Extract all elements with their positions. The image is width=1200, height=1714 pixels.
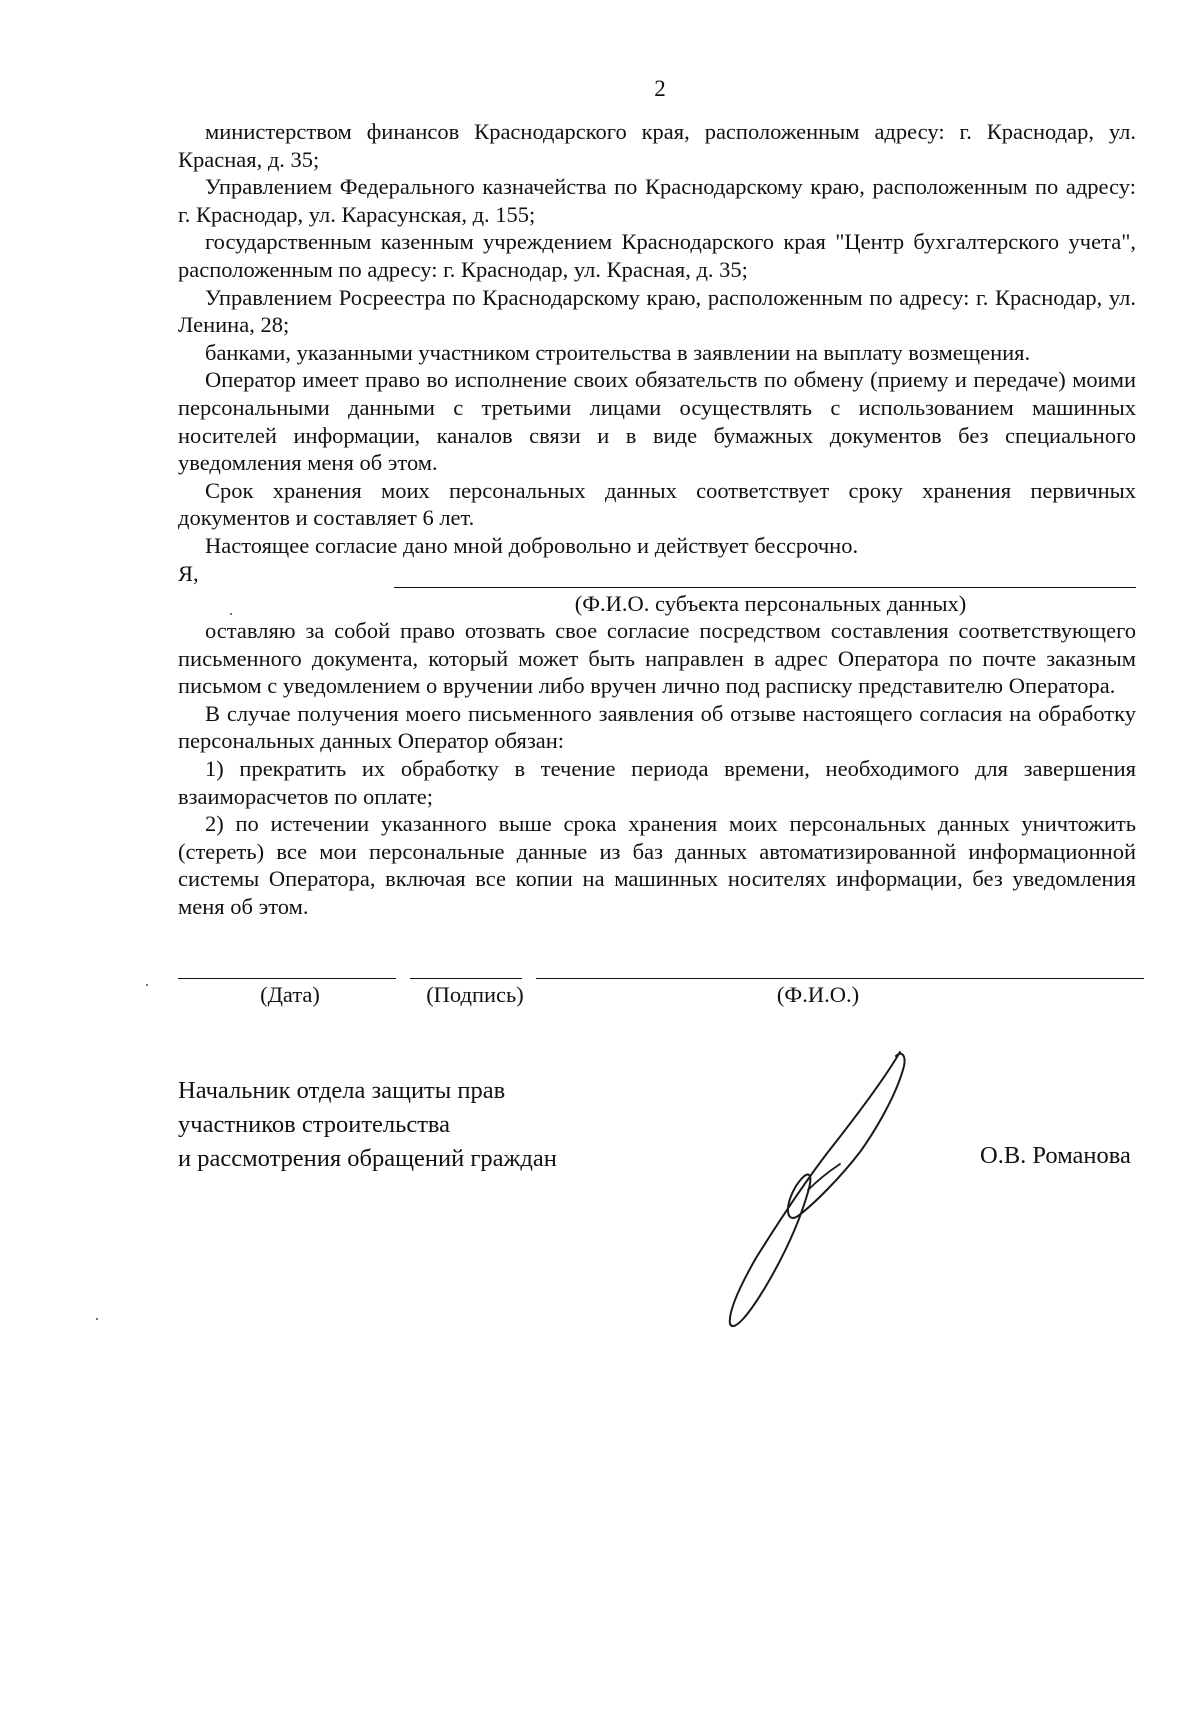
paragraph-operator-rights: Оператор имеет право во исполнение своих обязательств по обмену (приему и передаче) моими персональными данными с третьими лицами осуществлять с использованием машинных носителей информации, каналов связи и в виде бумажных документов без специального уведомления меня об этом. [178, 367, 1136, 476]
paragraph-withdraw-case: В случае получения моего письменного заявления об отзыве настоящего согласия на обработку персональных данных Оператор обязан: [178, 700, 1136, 754]
paragraph-withdraw-right: оставляю за собой право отозвать свое согласие посредством составления соответствующего письменного документа, который может быть направлен в адрес Оператора по почте заказным письмом с уведомлением о вручении либо вручен лично под расписку представителю Оператора. [178, 618, 1136, 699]
page-number: 2 [654, 76, 666, 101]
signature-caption: (Подпись) [426, 982, 524, 1007]
ya-label: Я, [178, 560, 199, 586]
paragraph-consent-voluntary: Настоящее согласие дано мной добровольно и действует бессрочно. [205, 532, 859, 558]
date-underline [178, 978, 396, 979]
paragraph-treasury: Управлением Федерального казначейства по Краснодарскому краю, расположенным по адресу: г. Краснодар, ул. Карасунская, д. 155; [178, 174, 1136, 227]
consent-body [178, 118, 1136, 921]
scan-speck [146, 984, 148, 986]
official-title-line-1: Начальник отдела защиты прав [178, 1077, 506, 1104]
paragraph-destroy-data: 2) по истечении указанного выше срока хранения моих персональных данных уничтожить (стереть) все мои персональные данные из баз данных автоматизированной информационной системы Оператора, включая все копии на машинных носителях информации, без уведомления меня об этом. [178, 811, 1136, 920]
signature-fields [178, 968, 1146, 1018]
paragraph-accounting-center: государственным казенным учреждением Краснодарского края "Центр бухгалтерского учета", расположенным по адресу: г. Краснодар, ул. Красная, д. 35; [178, 229, 1136, 282]
paragraph-storage-term: Срок хранения моих персональных данных соответствует сроку хранения первичных документов и составляет 6 лет. [178, 477, 1136, 531]
subject-name-caption: (Ф.И.О. субъекта персональных данных) [574, 590, 967, 616]
subject-name-underline [394, 587, 1136, 588]
official-title-line-2: участников строительства [178, 1111, 451, 1138]
paragraph-stop-processing: 1) прекратить их обработку в течение периода времени, необходимого для завершения взаиморасчетов по оплате; [178, 756, 1136, 809]
paragraph-ministry-finance: министерством финансов Краснодарского края, расположенным адресу: г. Краснодар, ул. Красная, д. 35; [178, 119, 1136, 172]
official-name: О.В. Романова [980, 1142, 1131, 1169]
paragraph-banks: банками, указанными участником строительства в заявлении на выплату возмещения. [205, 339, 1031, 365]
signature-underline [410, 978, 522, 979]
date-caption: (Дата) [260, 982, 320, 1007]
fio-underline [536, 978, 1144, 979]
handwritten-signature [690, 1040, 920, 1340]
fio-caption: (Ф.И.О.) [776, 982, 860, 1007]
official-title-line-3: и рассмотрения обращений граждан [178, 1145, 557, 1172]
scan-speck [230, 613, 232, 615]
scan-speck [96, 1318, 98, 1320]
official-title [178, 1074, 557, 1176]
paragraph-rosreestr: Управлением Росреестра по Краснодарскому краю, расположенным по адресу: г. Краснодар, ул. Ленина, 28; [178, 284, 1136, 338]
subject-name-line [178, 560, 1136, 590]
